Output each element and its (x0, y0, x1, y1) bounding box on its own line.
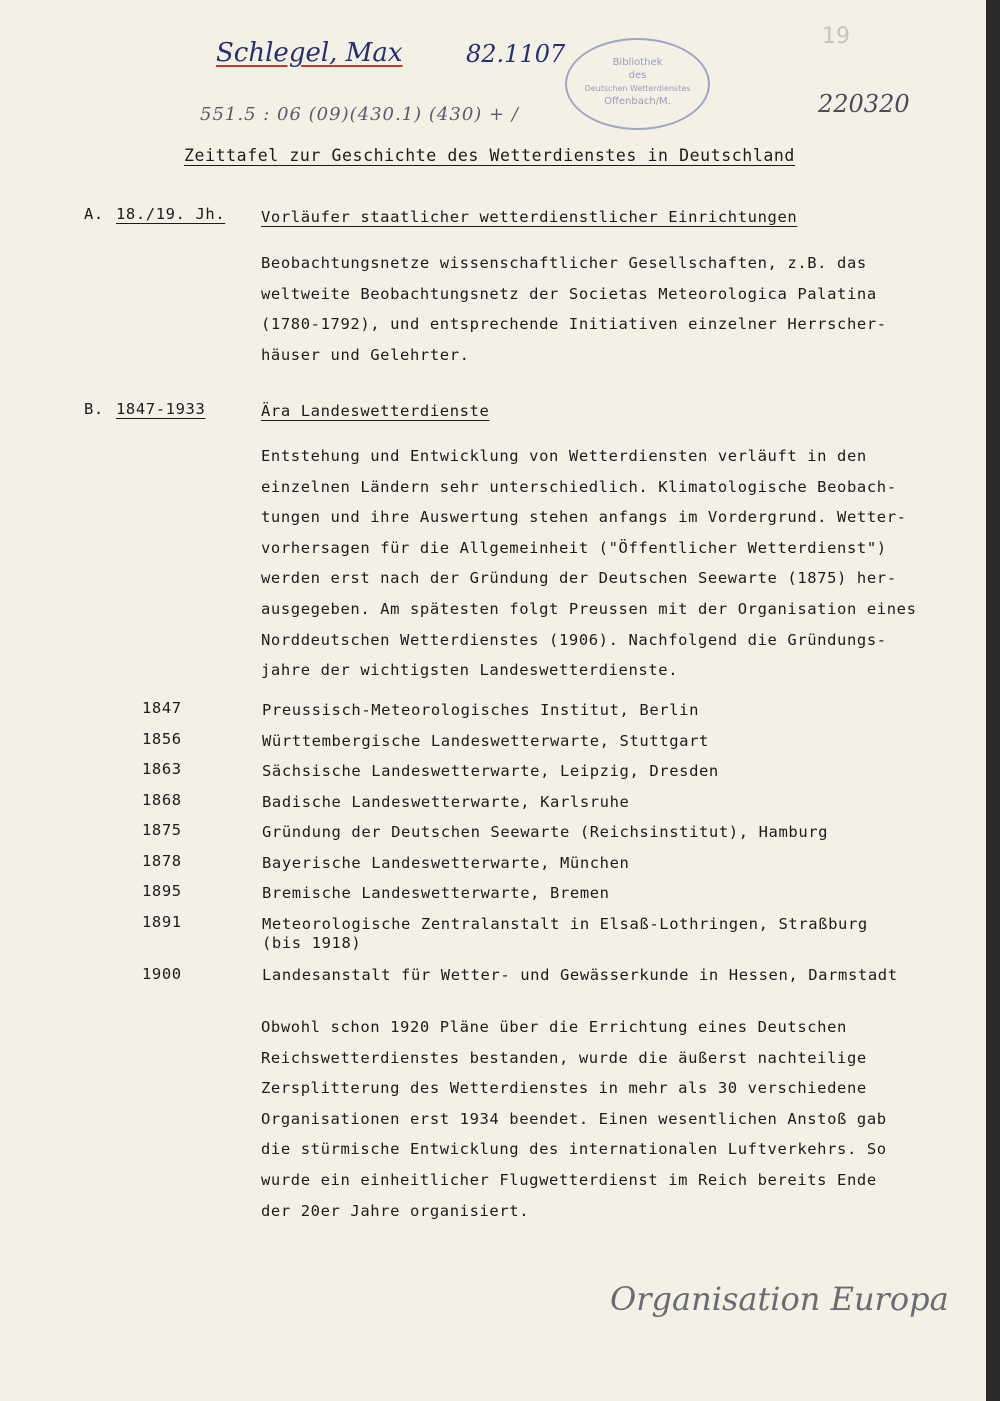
text-line: jahre der wichtigsten Landeswetterdienste. (261, 661, 679, 680)
timeline-year: 1878 (142, 852, 182, 870)
stamp-line: Bibliothek (612, 57, 663, 68)
handwritten-footer-note: Organisation Europa (610, 1280, 949, 1318)
timeline-entry: Sächsische Landeswetterwarte, Leipzig, Dresden (262, 762, 719, 780)
section-a-period: 18./19. Jh. (116, 205, 226, 223)
text-line: wurde ein einheitlicher Flugwetterdienst im Reich bereits Ende (261, 1170, 877, 1189)
section-a-paragraph (261, 248, 986, 370)
text-line: die stürmische Entwicklung des internationalen Luftverkehrs. So (261, 1140, 887, 1159)
timeline-year: 1895 (142, 882, 182, 900)
timeline-year: 1863 (142, 760, 182, 778)
handwritten-catalog-id: 220320 (818, 90, 910, 118)
text-line: Entstehung und Entwicklung von Wetterdiensten verläuft in den (261, 447, 867, 465)
text-line: einzelnen Ländern sehr unterschiedlich. Klimatologische Beobach- (261, 477, 897, 496)
text-line: Organisationen erst 1934 beendet. Einen wesentlichen Anstoß gab (261, 1109, 887, 1128)
timeline-entry: Württembergische Landeswetterwarte, Stuttgart (262, 732, 709, 750)
text-line: weltweite Beobachtungsnetz der Societas Meteorologica Palatina (261, 284, 877, 303)
timeline-entry-continued: (bis 1918) (262, 934, 362, 952)
timeline-year: 1900 (142, 965, 182, 983)
stamp-line: des (628, 70, 647, 81)
page-title: Zeittafel zur Geschichte des Wetterdienstes in Deutschland (184, 146, 795, 165)
closing-paragraph (261, 1012, 986, 1226)
text-line: Zersplitterung des Wetterdienstes in mehr als 30 verschiedene (261, 1079, 867, 1098)
handwritten-author: Schlegel, Max (216, 38, 403, 68)
text-line: der 20er Jahre organisiert. (261, 1201, 530, 1220)
scan-edge (986, 0, 1000, 1401)
timeline-entry: Meteorologische Zentralanstalt in Elsaß-Lothringen, Straßburg (262, 915, 868, 933)
section-b-paragraph (261, 441, 986, 686)
timeline-year: 1847 (142, 699, 182, 717)
text-line: Norddeutschen Wetterdienstes (1906). Nachfolgend die Gründungs- (261, 630, 887, 649)
timeline-entry: Landesanstalt für Wetter- und Gewässerkunde in Hessen, Darmstadt (262, 966, 898, 984)
timeline-year: 1891 (142, 913, 182, 931)
handwritten-classification: 551.5 : 06 (09)(430.1) (430) + / (200, 104, 519, 125)
timeline-entry: Preussisch-Meteorologisches Institut, Berlin (262, 701, 699, 719)
text-line: häuser und Gelehrter. (261, 345, 470, 364)
text-line: vorhersagen für die Allgemeinheit ("Öffentlicher Wetterdienst") (261, 538, 887, 557)
text-line: werden erst nach der Gründung der Deutschen Seewarte (1875) her- (261, 569, 897, 588)
timeline-year: 1868 (142, 791, 182, 809)
stamp-line: Offenbach/M. (604, 96, 671, 107)
library-stamp (565, 38, 710, 130)
text-line: tungen und ihre Auswertung stehen anfangs im Vordergrund. Wetter- (261, 508, 907, 527)
stamp-line: Deutschen Wetterdienstes (584, 84, 691, 93)
corner-mark: 19 (822, 24, 850, 49)
section-a-heading: Vorläufer staatlicher wetterdienstlicher Einrichtungen (261, 208, 798, 226)
timeline-year: 1856 (142, 730, 182, 748)
handwritten-number: 82.1107 (466, 40, 566, 68)
text-line: (1780-1792), und entsprechende Initiativen einzelner Herrscher- (261, 315, 887, 334)
section-a-marker: A. (84, 205, 104, 223)
text-line: Beobachtungsnetze wissenschaftlicher Gesellschaften, z.B. das (261, 254, 867, 272)
section-b-marker: B. (84, 400, 104, 418)
timeline-year: 1875 (142, 821, 182, 839)
timeline-entry: Bremische Landeswetterwarte, Bremen (262, 884, 610, 902)
timeline-entry: Bayerische Landeswetterwarte, München (262, 854, 630, 872)
text-line: ausgegeben. Am spätesten folgt Preussen mit der Organisation eines (261, 599, 917, 618)
text-line: Reichswetterdienstes bestanden, wurde die äußerst nachteilige (261, 1048, 867, 1067)
timeline-entry: Badische Landeswetterwarte, Karlsruhe (262, 793, 630, 811)
timeline-entry: Gründung der Deutschen Seewarte (Reichsinstitut), Hamburg (262, 823, 829, 841)
text-line: Obwohl schon 1920 Pläne über die Errichtung eines Deutschen (261, 1018, 847, 1036)
section-b-heading: Ära Landeswetterdienste (261, 402, 490, 420)
section-b-period: 1847-1933 (116, 400, 206, 418)
